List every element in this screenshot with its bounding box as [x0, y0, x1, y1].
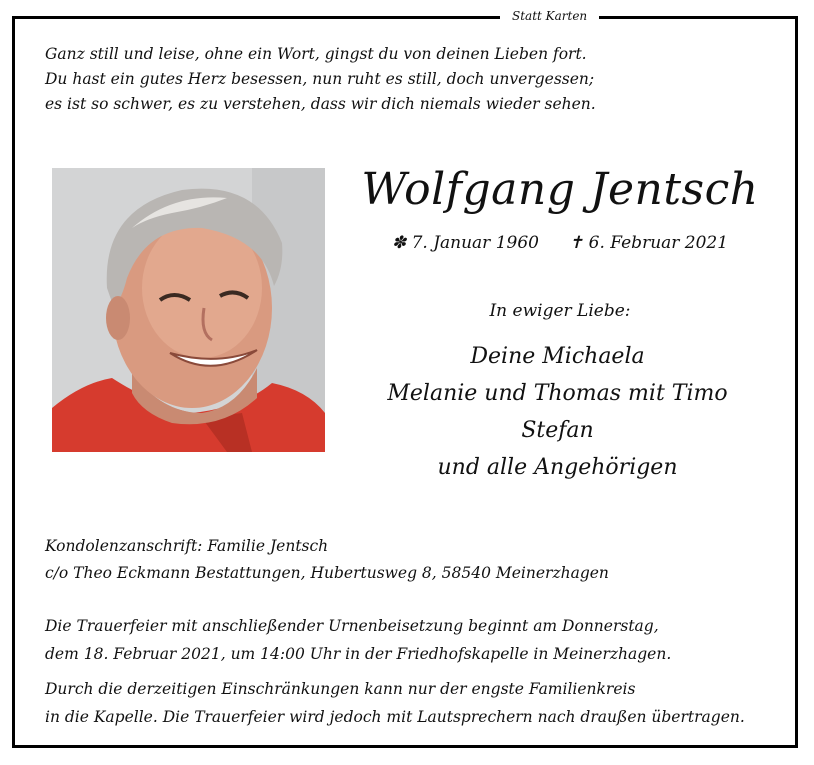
notice-line: Durch die derzeitigen Einschränkungen kann nur der engste Familienkreis — [45, 680, 636, 698]
mourners-intro: In ewiger Liebe: — [489, 301, 631, 321]
death-date: ✝ 6. Februar 2021 — [568, 233, 729, 253]
condolence-address — [45, 533, 785, 587]
portrait-photo — [52, 168, 325, 452]
life-dates — [350, 230, 770, 256]
mourner-line: Melanie und Thomas mit Timo — [387, 381, 728, 406]
ceremony-info — [45, 612, 785, 668]
ceremony-line: dem 18. Februar 2021, um 14:00 Uhr in der Friedhofskapelle in Meinerzhagen. — [45, 645, 672, 663]
address-line: Kondolenzanschrift: Familie Jentsch — [45, 537, 329, 555]
ceremony-line: Die Trauerfeier mit anschließender Urnenbeisetzung beginnt am Donnerstag, — [45, 617, 659, 635]
deceased-name: Wolfgang Jentsch — [361, 164, 759, 215]
poem-line: Du hast ein gutes Herz besessen, nun ruht es still, doch unvergessen; — [45, 70, 595, 88]
mourner-line: Deine Michaela — [470, 344, 645, 369]
portrait-photo-icon — [52, 168, 325, 452]
birth-date: ✽ 7. Januar 1960 — [391, 233, 539, 253]
poem-line: es ist so schwer, es zu verstehen, dass wir dich niemals wieder sehen. — [45, 95, 596, 113]
mourner-line: Stefan — [521, 418, 594, 443]
mourner-line: und alle Angehörigen — [437, 455, 678, 480]
mourners-list — [345, 338, 770, 486]
notice-line: in die Kapelle. Die Trauerfeier wird jedoch mit Lautsprechern nach draußen übertragen. — [45, 708, 745, 726]
restriction-notice — [45, 675, 785, 731]
poem-line: Ganz still und leise, ohne ein Wort, gingst du von deinen Lieben fort. — [45, 45, 587, 63]
frame-label: Statt Karten — [500, 8, 599, 24]
poem — [45, 42, 745, 117]
address-line: c/o Theo Eckmann Bestattungen, Hubertusweg 8, 58540 Meinerzhagen — [45, 564, 609, 582]
